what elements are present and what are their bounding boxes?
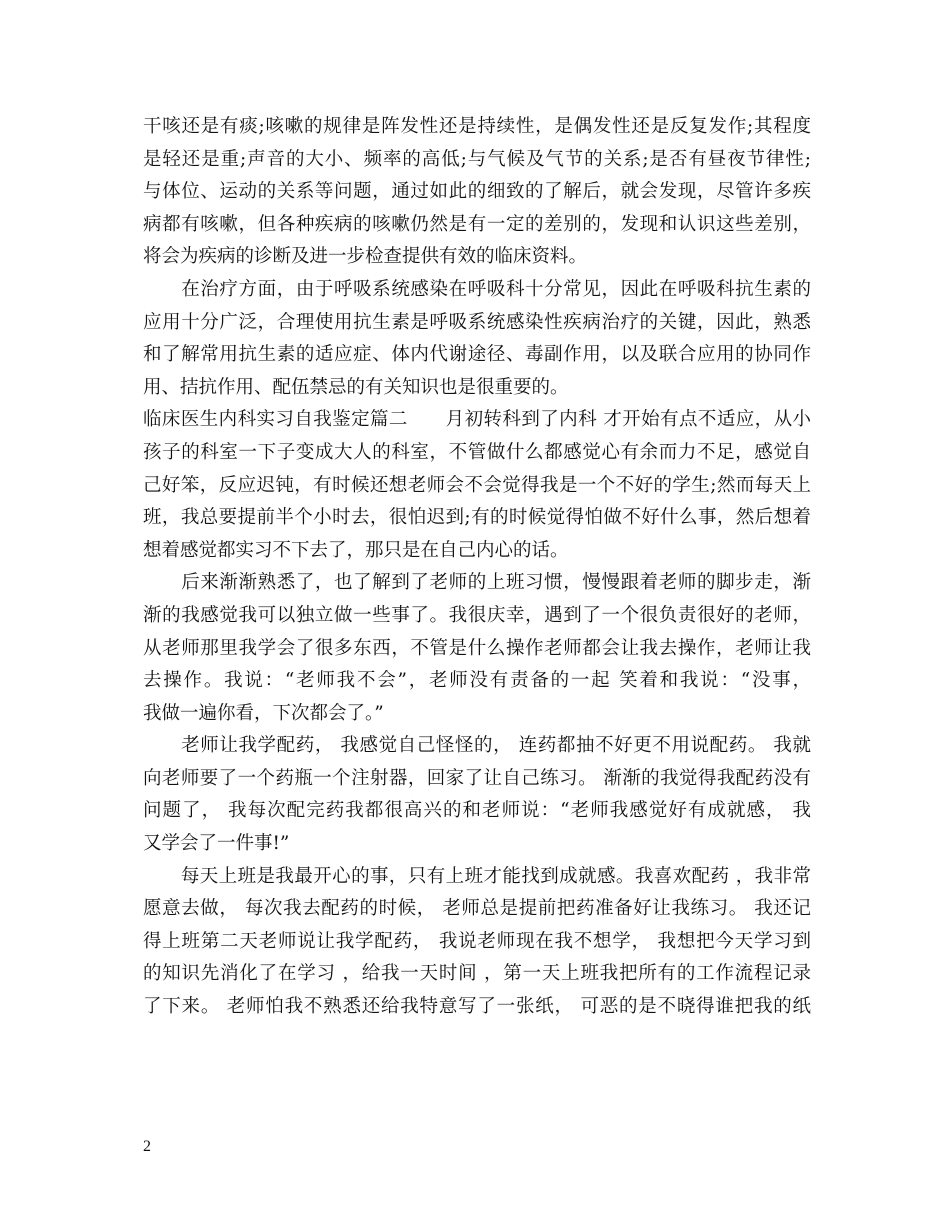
text-line: 又学会了一件事!” [143, 833, 290, 855]
text-line: 从老师那里我学会了很多东西，不管是什么操作老师都会让我去操作，老师让我 [143, 637, 811, 659]
text-line: 班，我总要提前半个小时去，很怕迟到;有的时候觉得怕做不好什么事，然后想着 [143, 507, 811, 529]
text-line: 在治疗方面，由于呼吸系统感染在呼吸科十分常见，因此在呼吸科抗生素的 [143, 278, 811, 300]
text-line: 与体位、运动的关系等问题，通过如此的细致的了解后，就会发现，尽管许多疾 [143, 181, 811, 203]
text-line: 我做一遍你看，下次都会了。” [143, 702, 384, 724]
text-line: 病都有咳嗽，但各种疾病的咳嗽仍然是有一定的差别的，发现和认识这些差别， [143, 213, 811, 235]
text-line: 是轻还是重;声音的大小、频率的高低;与气候及气节的关系;是否有昼夜节律性; [143, 148, 811, 170]
text-line: 问题了， 我每次配完药我都很高兴的和老师说：“老师我感觉好有成就感， 我 [143, 800, 811, 822]
text-line: 向老师要了一个药瓶一个注射器，回家了让自己练习。 渐渐的我觉得我配药没有 [143, 767, 811, 789]
text-line: 的知识先消化了在学习 ，给我一天时间 ，第一天上班我把所有的工作流程记录 [143, 963, 811, 985]
text-line: 干咳还是有痰;咳嗽的规律是阵发性还是持续性，是偶发性还是反复发作;其程度 [143, 116, 811, 137]
text-line: 临床医生内科实习自我鉴定篇二 月初转科到了内科 才开始有点不适应，从小 [143, 409, 811, 431]
text-line: 想着感觉都实习不下去了，那只是在自己内心的话。 [143, 539, 569, 561]
text-line: 应用十分广泛，合理使用抗生素是呼吸系统感染性疾病治疗的关键，因此，熟悉 [143, 311, 811, 333]
text-line: 渐的我感觉我可以独立做一些事了。我很庆幸，遇到了一个很负责很好的老师， [143, 604, 811, 626]
document-body [143, 111, 811, 1024]
text-line: 后来渐渐熟悉了，也了解到了老师的上班习惯，慢慢跟着老师的脚步走，渐 [143, 572, 811, 594]
text-line: 愿意去做， 每次我去配药的时候， 老师总是提前把药准备好让我练习。 我还记 [143, 898, 811, 920]
text-line: 将会为疾病的诊断及进一步检查提供有效的临床资料。 [143, 246, 588, 268]
text-line: 用、拮抗作用、配伍禁忌的有关知识也是很重要的。 [143, 376, 569, 398]
text-line: 老师让我学配药， 我感觉自己怪怪的， 连药都抽不好更不用说配药。 我就 [143, 735, 811, 757]
text-line: 每天上班是我最开心的事，只有上班才能找到成就感。我喜欢配药 ，我非常 [143, 865, 811, 887]
text-line: 孩子的科室一下子变成大人的科室，不管做什么都感觉心有余而力不足，感觉自 [143, 441, 811, 463]
text-line: 去操作。我说：“老师我不会”，老师没有责备的一起 笑着和我说：“没事， [143, 670, 811, 692]
text-line: 己好笨，反应迟钝，有时候还想老师会不会觉得我是一个不好的学生;然而每天上 [143, 474, 811, 496]
text-line: 和了解常用抗生素的适应症、体内代谢途径、毒副作用，以及联合应用的协同作 [143, 344, 811, 366]
text-line: 得上班第二天老师说让我学配药， 我说老师现在我不想学， 我想把今天学习到 [143, 930, 811, 952]
page-number: 2 [143, 1138, 151, 1155]
text-line: 了下来。 老师怕我不熟悉还给我特意写了一张纸， 可恶的是不晓得谁把我的纸 [143, 996, 811, 1018]
